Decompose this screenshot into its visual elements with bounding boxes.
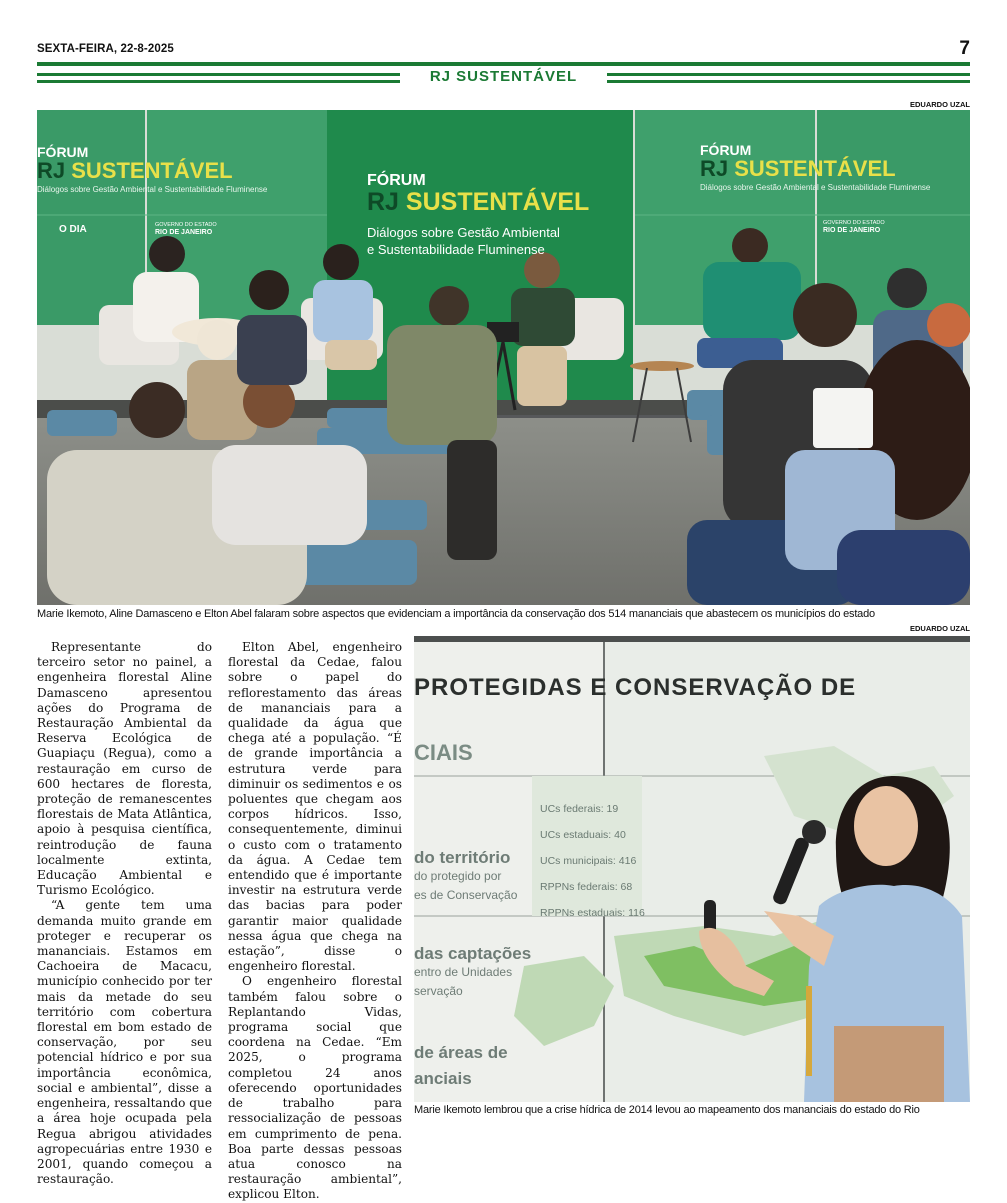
article-column-1 [37,640,212,1187]
article-paragraph: Elton Abel, engenheiro florestal da Cedae, falou sobre o papel do reflorestamento das áreas de mananciais para a qualidade da água que chega até a população. “É de grande importância a estrutura verde para diminuir os sedimentos e os poluentes que chegam aos corpos hídricos. Isso, consequentemente, diminui o custo com o tratamento da água. A Cedae tem entendido que é importante investir na estrutura verde das bacias para poder garantir maior qualidade nessa água que chega na estação”, disse o engenheiro florestal. [228,640,402,974]
banner-right-gov-logo [823,220,885,234]
banner-left-gov-logo [155,222,217,236]
slide-left-text: servação [414,984,463,998]
photo1-credit: EDUARDO UZAL [910,100,970,109]
banner-left-sustentavel: SUSTENTÁVEL [71,158,233,183]
edition-date: SEXTA-FEIRA, 22-8-2025 [37,43,174,55]
banner-subtitle-line2: e Sustentabilidade Fluminense [367,242,545,257]
photo1-caption: Marie Ikemoto, Aline Damasceno e Elton Abel falaram sobre aspectos que evidenciam a importância da conservação dos 514 mananciais que abastecem os municípios do estado [37,608,875,620]
slide-stat: UCs municipais: 416 [540,855,637,867]
article-paragraph: Representante do terceiro setor no painel, a engenheira florestal Aline Damasceno apresentou ações do Programa de Restauração Ambiental da Reserva Ecológica de Guapiaçu (Regua), como a restauração em curso de 600 hectares de floresta, proteção de remanescentes florestais de Mata Atlântica, apoio à pesquisa científica, reintrodução de fauna localmente extinta, Educação Ambiental e Turismo Ecológico. [37,640,212,898]
slide-left-text: do protegido por [414,869,502,883]
banner-center-forum: FÓRUM [367,172,426,189]
banner-right-forum: FÓRUM [700,142,752,158]
photo2-caption: Marie Ikemoto lembrou que a crise hídrica de 2014 levou ao mapeamento dos mananciais do estado do Rio [414,1104,920,1116]
slide-stat: UCs estaduais: 40 [540,829,626,841]
banner-left-odia-logo: O DIA [59,224,87,235]
gov-logo-line1: GOVERNO DO ESTADO [155,222,217,228]
banner-left-forum: FÓRUM [37,144,89,160]
article-column-2 [228,640,402,1203]
banner-left-subtitle: Diálogos sobre Gestão Ambiental e Sustentabilidade Fluminense [37,185,268,194]
slide-block-captacoes [414,944,531,1001]
banner-right-subtitle: Diálogos sobre Gestão Ambiental e Sustentabilidade Fluminense [700,183,931,192]
banner-center-rj: RJ [367,188,399,216]
slide-title: PROTEGIDAS E CONSERVAÇÃO DE [414,674,857,701]
gov-logo-right-line2: RIO DE JANEIRO [823,227,881,234]
banner-left-rj: RJ [37,158,66,183]
slide-left-text: es de Conservação [414,888,518,902]
gov-logo-line2: RIO DE JANEIRO [155,229,213,236]
slide-left-text: entro de Unidades [414,965,513,979]
slide-title-line3: CIAIS [414,740,473,765]
banner-right-sustentavel: SUSTENTÁVEL [734,156,896,181]
slide-stat: RPPNs federais: 68 [540,881,633,893]
slide-block-areas [414,1040,508,1092]
slide-stat: UCs federais: 19 [540,803,619,815]
page-number: 7 [959,38,970,59]
slide-block-territory [414,848,517,905]
banner-right-rj: RJ [700,156,729,181]
slide-left-heading: de áreas de [414,1043,508,1062]
gov-logo-right-line1: GOVERNO DO ESTADO [823,220,885,226]
event-panel-photo [37,110,970,605]
speaker-photo [414,636,970,1102]
banner-subtitle-line1: Diálogos sobre Gestão Ambiental [367,225,560,240]
slide-left-heading: do território [414,848,511,867]
banner-center-title [367,188,589,217]
slide-stat: RPPNs estaduais: 116 [540,907,645,919]
slide-left-heading: das captações [414,944,532,963]
slide-stats-list [540,796,645,926]
article-paragraph: O engenheiro florestal também falou sobre o Replantando Vidas, programa social que coordena na Cedae. “Em 2025, o programa completou 24 anos oferecendo oportunidades de trabalho para ressocialização de pessoas em cumprimento de pena. Boa parte dessas pessoas atua conosco na restauração ambiental”, explicou Elton. [228,974,402,1202]
header-rule-top [37,62,970,66]
banner-right-title [700,156,896,182]
article-paragraph: “A gente tem uma demanda muito grande em proteger e recuperar os mananciais. Estamos em Cachoeira de Macacu, município conhecido por ter mais da metade do seu território com cobertura florestal em bom estado de conservação, por seu potencial hídrico e por sua importância econômica, social e ambiental”, disse a engenheira, ressaltando que a área hoje ocupada pela Regua abrigou atividades agropecuárias entre 1930 e 2001, quando começou a restauração. [37,898,212,1187]
banner-center-subtitle [367,224,560,258]
slide-left-heading: anciais [414,1069,472,1088]
banner-center-sustentavel: SUSTENTÁVEL [405,188,590,216]
banner-left-title [37,158,233,184]
section-title: RJ SUSTENTÁVEL [429,68,578,85]
photo2-credit: EDUARDO UZAL [910,624,970,633]
